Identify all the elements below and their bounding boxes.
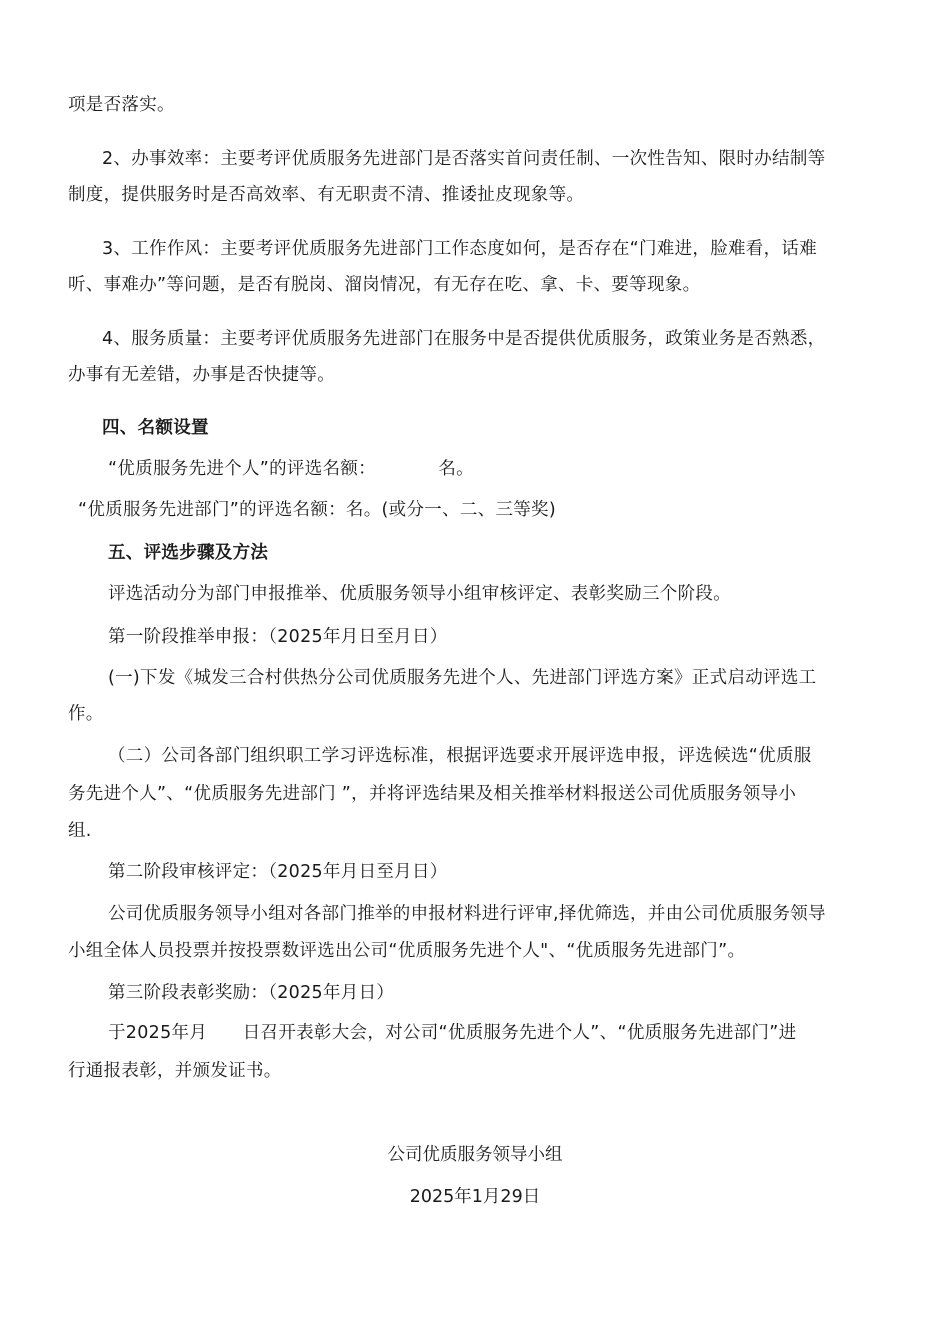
paragraph-line: 4、服务质量：主要考评优质服务先进部门在服务中是否提供优质服务，政策业务是否熟悉， xyxy=(102,329,826,349)
signature-org: 公司优质服务领导小组 xyxy=(387,1145,563,1165)
signature-date: 2025年1月29日 xyxy=(409,1187,541,1207)
paragraph-line: 办事有无差错，办事是否快捷等。 xyxy=(68,365,335,385)
paragraph-line: “优质服务先进部门”的评选名额：名。(或分一、二、三等奖) xyxy=(78,500,556,520)
paragraph-line: 项是否落实。 xyxy=(68,95,175,115)
paragraph-line: 第一阶段推举申报：（2025年月日至月日） xyxy=(108,627,448,647)
paragraph-line: “优质服务先进个人”的评选名额： 名。 xyxy=(108,459,474,479)
paragraph-line: 2、办事效率：主要考评优质服务先进部门是否落实首问责任制、一次性告知、限时办结制等 xyxy=(102,149,826,169)
paragraph-line: 公司优质服务领导小组对各部门推举的申报材料进行评审,择优筛选，并由公司优质服务领导 xyxy=(108,904,826,924)
paragraph-line: （二）公司各部门组织职工学习评选标准，根据评选要求开展评选申报，评选候选“优质服 xyxy=(108,746,812,766)
paragraph-line: 第三阶段表彰奖励：（2025年月日） xyxy=(108,983,395,1003)
paragraph-line: 作。 xyxy=(68,704,104,724)
paragraph-line: 3、工作作风：主要考评优质服务先进部门工作态度如何，是否存在“门难进，脸难看，话难 xyxy=(102,239,817,259)
section-heading: 四、名额设置 xyxy=(102,418,209,438)
paragraph-line: 听、事难办”等问题，是否有脱岗、溜岗情况，有无存在吃、拿、卡、要等现象。 xyxy=(68,275,701,295)
paragraph-line: 评选活动分为部门申报推举、优质服务领导小组审核评定、表彰奖励三个阶段。 xyxy=(108,584,731,604)
paragraph-line: 于2025年月 日召开表彰大会，对公司“优质服务先进个人”、“优质服务先进部门”进 xyxy=(108,1023,797,1043)
section-heading: 五、评选步骤及方法 xyxy=(108,543,269,563)
paragraph-line: 务先进个人”、“优质服务先进部门 ”，并将评选结果及相关推举材料报送公司优质服务领导小 xyxy=(68,784,797,804)
paragraph-line: 行通报表彰，并颁发证书。 xyxy=(68,1061,282,1081)
paragraph-line: 小组全体人员投票并按投票数评选出公司“优质服务先进个人"、“优质服务先进部门”。 xyxy=(68,941,746,961)
paragraph-line: 第二阶段审核评定：（2025年月日至月日） xyxy=(108,862,448,882)
paragraph-line: 组. xyxy=(68,821,92,841)
paragraph-line: (一)下发《城发三合村供热分公司优质服务先进个人、先进部门评选方案》正式启动评选工 xyxy=(108,668,817,688)
paragraph-line: 制度，提供服务时是否高效率、有无职责不清、推诿扯皮现象等。 xyxy=(68,185,585,205)
